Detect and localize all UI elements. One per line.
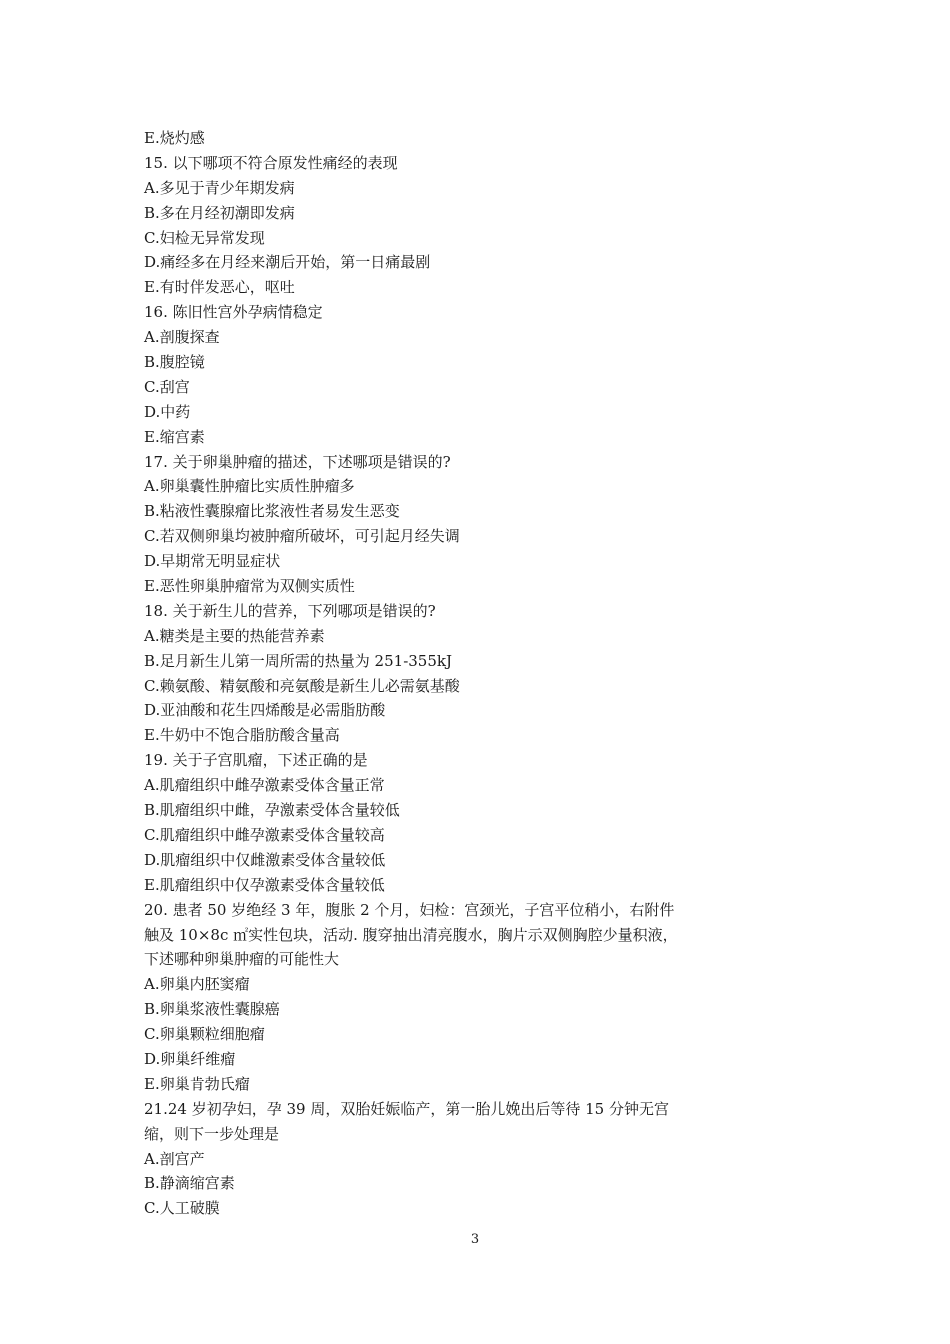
option-line: C.肌瘤组织中雌孕激素受体含量较高 xyxy=(144,825,385,844)
option-line: B.多在月经初潮即发病 xyxy=(144,203,295,222)
option-line: B.静滴缩宫素 xyxy=(144,1174,235,1193)
option-line: A.剖宫产 xyxy=(144,1149,205,1168)
option-line: B.足月新生儿第一周所需的热量为 251-355kJ xyxy=(144,651,452,670)
page-number: 3 xyxy=(470,1232,480,1247)
option-line: D.卵巢纤维瘤 xyxy=(144,1049,236,1068)
option-line: A.卵巢囊性肿瘤比实质性肿瘤多 xyxy=(144,477,355,496)
option-line: C.若双侧卵巢均被肿瘤所破坏，可引起月经失调 xyxy=(144,527,460,546)
option-line: E.肌瘤组织中仅孕激素受体含量较低 xyxy=(144,875,385,894)
option-line: B.粘液性囊腺瘤比浆液性者易发生恶变 xyxy=(144,502,400,521)
option-line: D.痛经多在月经来潮后开始，第一日痛最剧 xyxy=(144,253,431,272)
question-16: 16. 陈旧性宫外孕病情稳定 xyxy=(144,303,323,322)
option-line: E.牛奶中不饱合脂肪酸含量高 xyxy=(144,726,340,745)
question-21-line-2: 缩，则下一步处理是 xyxy=(144,1124,280,1143)
option-line: C.妇检无异常发现 xyxy=(144,228,265,247)
option-line: C.人工破膜 xyxy=(144,1199,220,1218)
option-line: D.早期常无明显症状 xyxy=(144,552,281,571)
option-line: E.卵巢肯勃氏瘤 xyxy=(144,1074,250,1093)
question-19: 19. 关于子宫肌瘤，下述正确的是 xyxy=(144,751,368,770)
option-line: C.刮宫 xyxy=(144,377,190,396)
option-line: D.亚油酸和花生四烯酸是必需脂肪酸 xyxy=(144,701,386,720)
option-line: C.赖氨酸、精氨酸和亮氨酸是新生儿必需氨基酸 xyxy=(144,676,460,695)
option-line: D.中药 xyxy=(144,402,191,421)
option-line: E.缩宫素 xyxy=(144,427,205,446)
question-20-line-1: 20. 患者 50 岁绝经 3 年，腹胀 2 个月，妇检：宫颈光，子宫平位稍小，右附件 xyxy=(144,900,675,919)
question-17: 17. 关于卵巢肿瘤的描述，下述哪项是错误的? xyxy=(144,452,451,471)
option-line: E.恶性卵巢肿瘤常为双侧实质性 xyxy=(144,577,355,596)
option-line: B.卵巢浆液性囊腺癌 xyxy=(144,1000,280,1019)
option-line: B.肌瘤组织中雌，孕激素受体含量较低 xyxy=(144,801,400,820)
option-line: B.腹腔镜 xyxy=(144,353,205,372)
option-line: A.肌瘤组织中雌孕激素受体含量正常 xyxy=(144,776,385,795)
option-line: E.有时伴发恶心，呕吐 xyxy=(144,278,295,297)
question-18: 18. 关于新生儿的营养，下列哪项是错误的? xyxy=(144,601,436,620)
question-15: 15. 以下哪项不符合原发性痛经的表现 xyxy=(144,153,398,172)
text-line: E.烧灼感 xyxy=(144,129,205,147)
page-content xyxy=(144,126,724,1221)
question-21-line-1: 21.24 岁初孕妇，孕 39 周，双胎妊娠临产，第一胎儿娩出后等待 15 分钟无宫 xyxy=(144,1099,669,1118)
question-20-line-3: 下述哪种卵巢肿瘤的可能性大 xyxy=(144,950,340,969)
option-line: C.卵巢颗粒细胞瘤 xyxy=(144,1025,265,1044)
option-line: D.肌瘤组织中仅雌激素受体含量较低 xyxy=(144,850,386,869)
question-20-line-2: 触及 10×8c ㎡实性包块，活动. 腹穿抽出清亮腹水，胸片示双侧胸腔少量积液， xyxy=(144,925,678,944)
option-line: A.多见于青少年期发病 xyxy=(144,178,295,197)
option-line: A.糖类是主要的热能营养素 xyxy=(144,626,325,645)
option-line: A.卵巢内胚窦瘤 xyxy=(144,975,250,994)
option-line: A.剖腹探查 xyxy=(144,328,220,347)
